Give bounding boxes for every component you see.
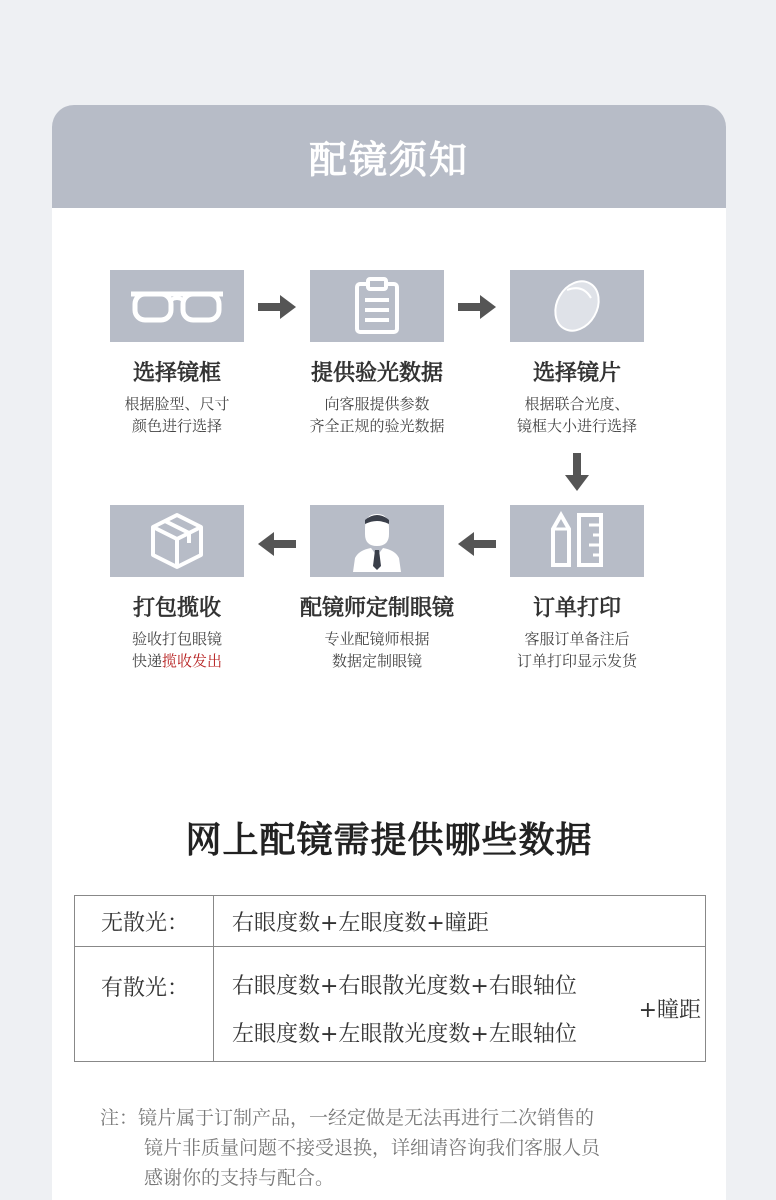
lens-icon xyxy=(510,270,644,342)
desc-text: 快递 xyxy=(131,652,162,670)
step-provide-data xyxy=(277,270,477,437)
step-desc xyxy=(277,628,477,672)
step-title: 配镜师定制眼镜 xyxy=(299,596,454,621)
step-desc-line: 客服订单备注后 xyxy=(524,630,630,648)
section-title: 网上配镜需提供哪些数据 xyxy=(185,820,593,861)
data-table xyxy=(74,895,706,1062)
arrow-right-icon xyxy=(258,295,296,319)
step-title: 打包揽收 xyxy=(132,596,221,621)
arrow-left-icon xyxy=(258,532,296,556)
value-line: 右眼度数+右眼散光度数+右眼轴位 xyxy=(232,974,577,999)
step-title: 选择镜框 xyxy=(132,361,221,386)
step-desc xyxy=(77,628,277,672)
step-desc-line: 订单打印显示发货 xyxy=(516,652,637,670)
step-desc xyxy=(77,393,277,437)
package-icon xyxy=(110,505,244,577)
step-desc-line: 颜色进行选择 xyxy=(131,417,222,435)
arrow-left-icon xyxy=(458,532,496,556)
step-title: 提供验光数据 xyxy=(310,361,443,386)
row-value: 右眼度数+左眼度数+瞳距 xyxy=(232,910,489,936)
step-select-lens xyxy=(477,270,677,437)
card-header xyxy=(52,105,726,208)
step-desc-line: 齐全正规的验光数据 xyxy=(309,417,445,435)
note-line: 注：镜片属于订制产品，一经定做是无法再进行二次销售的 xyxy=(100,1107,595,1129)
notice-card xyxy=(52,105,726,1200)
note-text xyxy=(100,1103,700,1193)
glasses-icon xyxy=(110,270,244,342)
note-line: 感谢你的支持与配合。 xyxy=(144,1167,335,1189)
step-select-frame xyxy=(77,270,277,437)
step-pack-ship xyxy=(77,505,277,672)
step-desc-line xyxy=(77,650,277,672)
optician-icon xyxy=(310,505,444,577)
pd-label: +瞳距 xyxy=(638,998,701,1023)
step-desc-line: 验收打包眼镜 xyxy=(131,630,222,648)
row-value xyxy=(214,947,705,1061)
step-title: 订单打印 xyxy=(532,596,621,621)
note-line: 镜片非质量问题不接受退换，详细请咨询我们客服人员 xyxy=(144,1137,601,1159)
arrow-right-icon xyxy=(458,295,496,319)
value-line: 左眼度数+左眼散光度数+左眼轴位 xyxy=(232,1022,577,1047)
arrow-down-icon xyxy=(565,453,589,491)
step-desc xyxy=(277,393,477,437)
table-row xyxy=(75,947,705,1061)
row-label: 无散光： xyxy=(75,896,214,946)
page-title: 配镜须知 xyxy=(308,138,469,182)
step-order-print xyxy=(477,505,677,672)
clipboard-icon xyxy=(310,270,444,342)
step-desc xyxy=(477,628,677,672)
step-desc-line: 镜框大小进行选择 xyxy=(516,417,637,435)
table-row xyxy=(75,896,705,947)
step-desc-line: 向客服提供参数 xyxy=(324,395,430,413)
row-label: 有散光： xyxy=(75,947,214,1061)
step-desc-line: 数据定制眼镜 xyxy=(331,652,422,670)
step-title: 选择镜片 xyxy=(532,361,621,386)
step-desc xyxy=(477,393,677,437)
highlight-text: 揽收发出 xyxy=(162,652,223,670)
step-desc-line: 专业配镜师根据 xyxy=(324,630,430,648)
step-desc-line: 根据脸型、尺寸 xyxy=(124,395,230,413)
step-custom-glasses xyxy=(277,505,477,672)
pencil-ruler-icon xyxy=(510,505,644,577)
step-desc-line: 根据联合光度、 xyxy=(524,395,630,413)
